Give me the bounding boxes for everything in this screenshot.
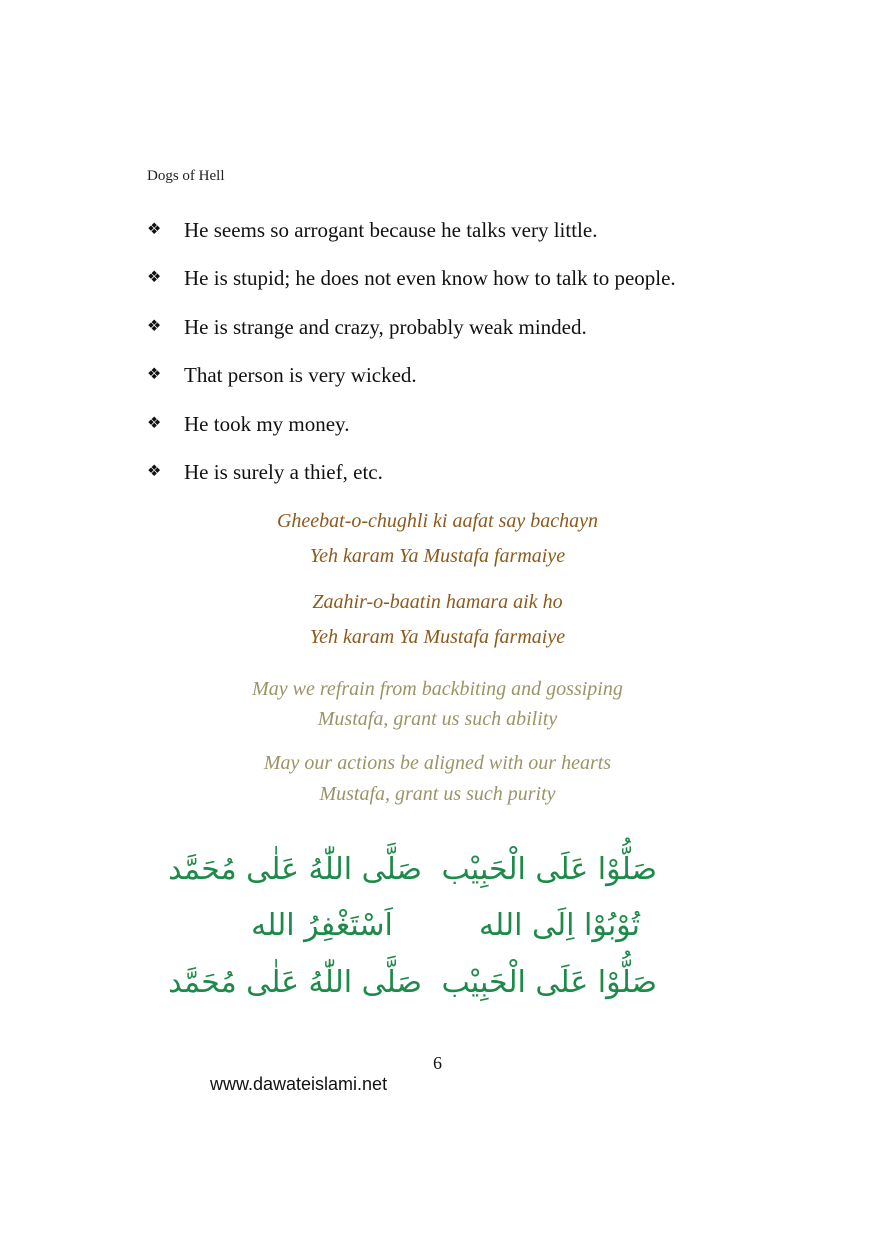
running-header: Dogs of Hell — [147, 168, 225, 184]
arabic-salawat-left-2: صَلَّى اللّٰهُ عَلٰى مُحَمَّد — [168, 965, 422, 1000]
list-item — [147, 260, 837, 308]
diamond-bullet-icon: ❖ — [147, 462, 162, 480]
list-item-text: He is surely a thief, etc. — [184, 459, 383, 484]
diamond-bullet-icon: ❖ — [147, 317, 162, 335]
footer-url: www.dawateislami.net — [210, 1074, 388, 1094]
translation-line-2: Mustafa, grant us such ability — [317, 708, 558, 730]
arabic-salawat-right-2: صَلُّوْا عَلَى الْحَبِيْب — [441, 965, 657, 1000]
list-item — [147, 212, 837, 260]
arabic-istighfar-left: اَسْتَغْفِرُ الله — [251, 908, 393, 943]
arabic-salawat-left: صَلَّى اللّٰهُ عَلٰى مُحَمَّد — [168, 852, 422, 887]
list-item-text: He seems so arrogant because he talks very little. — [184, 218, 598, 242]
list-item-text: He is strange and crazy, probably weak minded. — [184, 314, 587, 339]
arabic-salawat-right: صَلُّوْا عَلَى الْحَبِيْب — [441, 852, 657, 887]
verse-line-4: Yeh karam Ya Mustafa farmaiye — [309, 626, 566, 648]
verse-line-1: Gheebat-o-chughli ki aafat say bachayn — [276, 510, 599, 532]
page-number: 6 — [433, 1053, 442, 1073]
bullet-list — [147, 212, 837, 502]
list-item — [147, 309, 837, 357]
arabic-tawbah-right: تُوْبُوْا اِلَى الله — [478, 908, 641, 943]
diamond-bullet-icon: ❖ — [147, 414, 162, 432]
list-item — [147, 406, 837, 454]
list-item-text: He is stupid; he does not even know how to talk to people. — [184, 266, 676, 291]
translation-line-1: May we refrain from backbiting and gossiping — [252, 678, 623, 700]
verse-line-2: Yeh karam Ya Mustafa farmaiye — [309, 545, 566, 567]
translation-line-3: May our actions be aligned with our hearts — [263, 752, 612, 774]
list-item-text: That person is very wicked. — [184, 363, 417, 388]
list-item — [147, 454, 837, 502]
diamond-bullet-icon: ❖ — [147, 269, 162, 287]
diamond-bullet-icon: ❖ — [147, 221, 162, 238]
list-item — [147, 357, 837, 405]
translation-line-4: Mustafa, grant us such purity — [319, 783, 556, 805]
verse-line-3: Zaahir-o-baatin hamara aik ho — [312, 591, 563, 613]
diamond-bullet-icon: ❖ — [147, 366, 162, 384]
list-item-text: He took my money. — [184, 411, 350, 436]
